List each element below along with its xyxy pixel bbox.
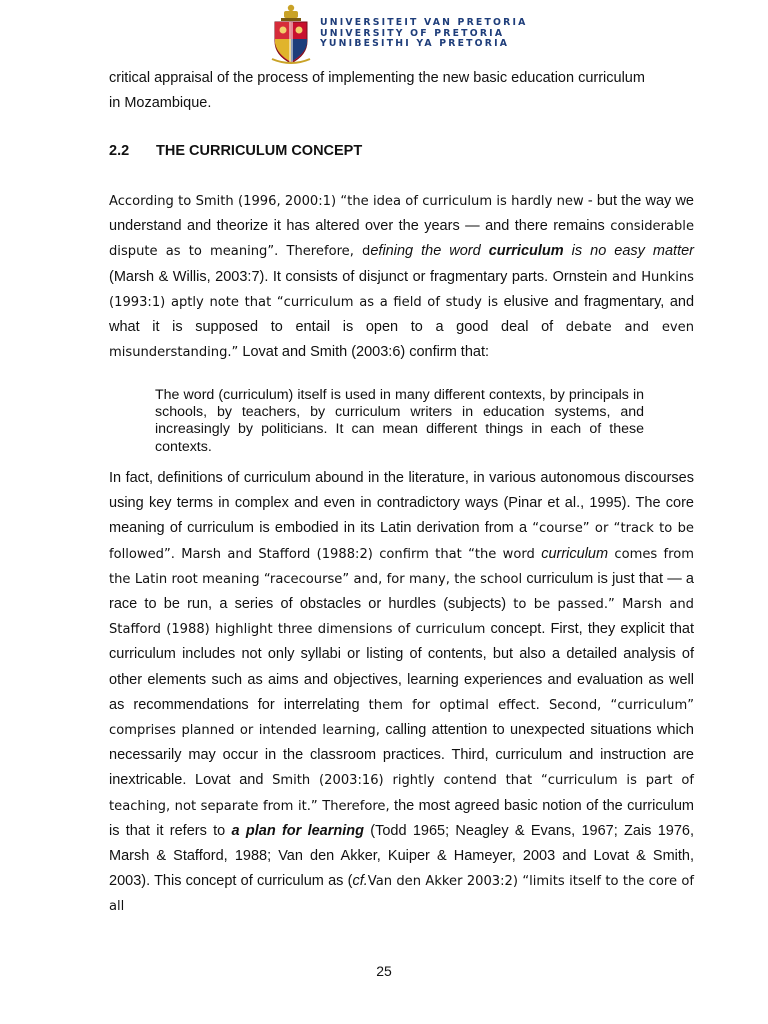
para1-segment: (Marsh & Willis, 2003:7). It consists of disjunct or fragmentary parts. Ornstein [109, 268, 612, 285]
para1-segment: debate and even misunderstanding.” [109, 320, 695, 361]
para1-segment: elusive and fragmentary, and what it is supposed to entail is open to a good deal of [109, 293, 695, 336]
para2-segment: curriculum is just that — a race to be run, a series of obstacles or hurdles (subjects) [109, 570, 695, 613]
para1-segment: Lovat and Smith (2003:6) confirm that: [238, 344, 490, 361]
para2-segment: them for optimal effect. Second, “curriculum” comprises planned or intended learning, [109, 697, 694, 739]
para1-italic: efining the word [370, 243, 489, 260]
para2-segment: Smith (2003:16) rightly contend that “curriculum is part of teaching, not separate from it.” Therefore, [109, 773, 694, 814]
university-name-sepedi: YUNIBESITHI YA PRETORIA [320, 38, 510, 50]
university-name-afrikaans: UNIVERSITEIT VAN PRETORIA [320, 16, 528, 28]
para2-segment: comes from the Latin root meaning “racecourse” and, for many, the school [109, 546, 695, 587]
university-crest-icon [270, 3, 312, 65]
para2-bold-italic-term: a plan for learning [231, 822, 364, 839]
para1-segment: According to Smith (1996, 2000:1) “the idea of curriculum is hardly new [109, 194, 584, 209]
para2-segment: Van den Akker 2003:2) “limits itself to the core of all [109, 874, 695, 915]
para1-segment: considerable dispute as to meaning”. Therefore, d [109, 219, 694, 260]
para2-segment: the most agreed basic notion of the curriculum is that it refers to [109, 797, 694, 839]
university-name-english: UNIVERSITY OF PRETORIA [320, 27, 505, 39]
page-number: 25 [376, 963, 392, 979]
para1-segment: and Hunkins (1993:1) aptly note that “curriculum as a field of study is [109, 269, 694, 310]
para2-segment: “course” or “track to be followed”. Marsh and Stafford (1988:2) confirm that “the word [109, 521, 694, 562]
para1-italic: is no easy matter [563, 243, 694, 260]
section-heading [109, 143, 362, 159]
intro-paragraph [109, 66, 694, 116]
section-number: 2.2 [109, 143, 130, 159]
block-quote: The word (curriculum) itself is used in many different contexts, by principals in schools, by teachers, by curriculum writers in education systems, and increasingly by politicians. It can mean different things in each of these contexts. [155, 387, 644, 455]
intro-line-2: in Mozambique. [109, 95, 212, 112]
university-name-block [320, 18, 528, 50]
para2-segment: In fact, definitions of curriculum abound in the literature, in various autonomous discourses using key terms in complex and even in contradictory ways (Pinar et al., 1995). The core meaning of curriculum is embodied in its Latin derivation from a [109, 470, 694, 537]
para2-segment: concept. First, they explicit that curriculum includes not only syllabi or listing of contents, but also a detailed analysis of other elements such as aims and objectives, learning experiences and evaluation as well as recommendations for interrelating [109, 621, 694, 713]
paragraph-curriculum-definition [109, 189, 694, 365]
para2-italic-term: curriculum [541, 545, 609, 562]
para2-segment: (Todd 1965; Neagley & Evans, 1967; Zais 1976, Marsh & Stafford, 1988; Van den Akker, Kuiper & Hameyer, 2003 and Lovat & Smith, 2003). This concept of curriculum as ( [109, 822, 695, 890]
paragraph-curriculum-meaning [109, 466, 694, 920]
university-header [270, 2, 528, 66]
para2-italic-cf: cf. [352, 873, 368, 890]
intro-line-1: critical appraisal of the process of implementing the new basic education curriculum [109, 70, 645, 86]
para1-segment: - but the way we understand and theorize it has altered over the years — and there remains [109, 193, 694, 235]
para2-segment: calling attention to unexpected situations which necessarily may occur in the classroom practices. Third, curriculum and instruction are inextricable. Lovat and [109, 722, 694, 789]
para2-segment: to be passed.” Marsh and Stafford (1988) highlight three dimensions of curriculum [109, 597, 694, 638]
section-title: THE CURRICULUM CONCEPT [156, 143, 363, 159]
para1-bold-italic-term: curriculum [488, 243, 564, 260]
